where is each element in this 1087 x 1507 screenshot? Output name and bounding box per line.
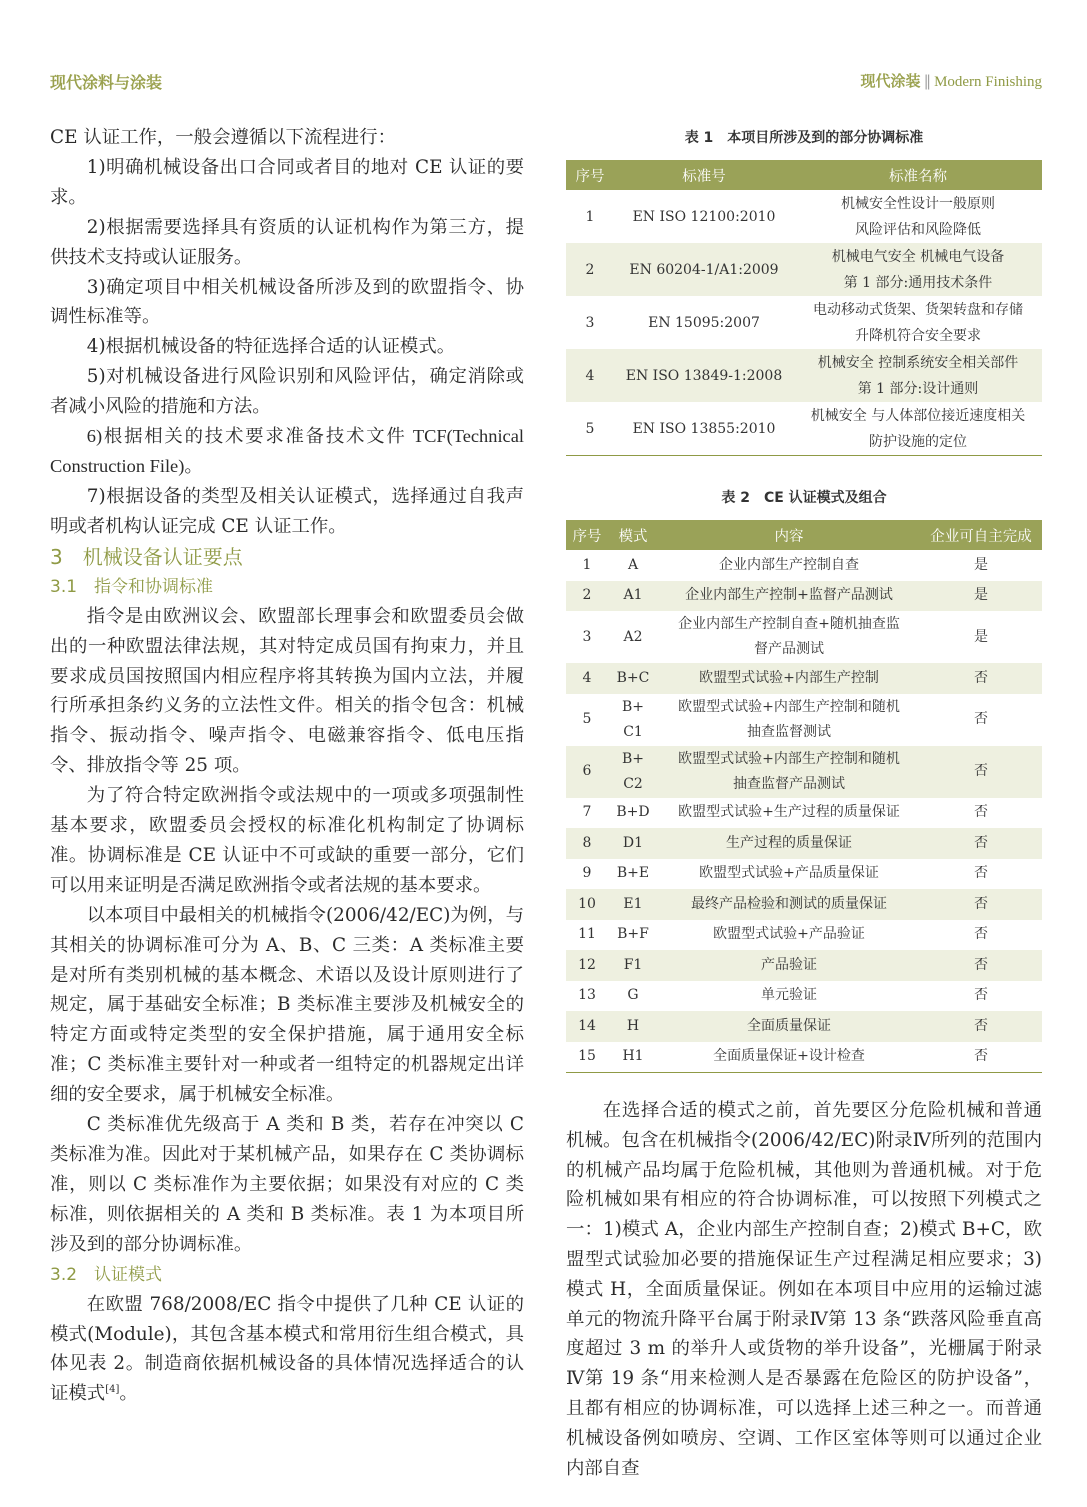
paragraph: 在选择合适的模式之前，首先要区分危险机械和普通机械。包含在机械指令(2006/42/EC)附录Ⅳ所列的范围内的机械产品均属于危险机械，其他则为普通机械。对于危险机械如果有相应的符合协调标准，可以按照下列模式之一：1)模式 A，企业内部生产控制自查；2)模式 B+C，欧盟型式试验加必要的措施保证生产过程满足相应要求；3)模式 H，全面质量保证。例如在本项目中应用的运输过滤单元的物流升降平台属于附录Ⅳ第 13 条“跌落风险垂直高度超过 3 m 的举升人或货物的举升设备”，光栅属于附录Ⅳ第 19 条“用来检测人是否暴露在危险区的防护设备”，且都有相应的协调标准，可以选择上述三种之一。而普通机械设备例如喷房、空调、工作区室体等则可以通过企业内部自查 xyxy=(566,1100,1042,1479)
table-row xyxy=(566,550,1042,581)
cell-self: 否 xyxy=(974,987,988,1004)
paragraph: C 类标准优先级高于 A 类和 B 类，若存在冲突以 C 类标准为准。因此对于某机械产品，如果存在 C 类协调标准，则以 C 类标准作为主要依据；如果没有对应的 C 类标准，则依据相关的 A 类和 B 类标准。表 1 为本项目所涉及到的部分协调标准。 xyxy=(50,1114,524,1255)
column-header: 内容 xyxy=(658,520,920,550)
cell-self: 是 xyxy=(974,556,988,573)
cell-mode-line: B+C xyxy=(616,669,650,686)
list-item: 6)根据相关的技术要求准备技术文件 TCF(Technical Construction File)。 xyxy=(50,426,524,476)
cell-mode-line: F1 xyxy=(623,956,643,973)
paragraph: CE 认证工作，一般会遵循以下流程进行： xyxy=(50,127,396,148)
cell-content-line: 欧盟型式试验+产品验证 xyxy=(713,926,865,943)
paragraph: 为了符合特定欧洲指令或法规中的一项或多项强制性基本要求，欧盟委员会授权的标准化机构制定了协调标准。协调标准是 CE 认证中不可或缺的重要一部分，它们可以用来证明是否满足欧洲指令或者法规的基本要求。 xyxy=(50,785,524,896)
cell-no: 10 xyxy=(566,889,608,920)
section-heading: 3 机械设备认证要点 xyxy=(50,544,243,569)
brand-separator: ‖ xyxy=(923,72,932,90)
cell-content-line: 企业内部生产控制自查 xyxy=(719,556,859,573)
column-header: 标准号 xyxy=(614,160,794,190)
cell-content-line: 全面质量保证 xyxy=(747,1017,831,1034)
cell-no: 11 xyxy=(578,926,596,943)
cell-content xyxy=(658,920,920,951)
cell-no: 2 xyxy=(566,243,614,296)
cell-mode-line: C1 xyxy=(623,723,643,740)
paragraph-end: 。 xyxy=(119,1383,138,1405)
cell-no: 4 xyxy=(566,349,614,402)
table-row xyxy=(566,402,1042,456)
cell-mode xyxy=(608,1042,658,1073)
cell-self: 否 xyxy=(920,950,1042,981)
cell-content xyxy=(658,859,920,890)
list-item: 4)根据机械设备的特征选择合适的认证模式。 xyxy=(86,336,456,358)
paragraph: 指令是由欧洲议会、欧盟部长理事会和欧盟委员会做出的一种欧盟法律法规，其对特定成员国有拘束力，并且要求成员国按照国内相应程序将其转换为国内立法，并履行所承担条约义务的立法性文件。相关的指令包含：机械指令、振动指令、噪声指令、电磁兼容指令、低电压指令、排放指令等 25 项。 xyxy=(50,605,524,777)
cell-mode-line: H xyxy=(626,1017,640,1034)
cell-mode xyxy=(608,950,658,981)
cell-mode-line: A1 xyxy=(623,587,643,604)
cell-code: EN ISO 13849-1:2008 xyxy=(614,349,794,402)
cell-no: 5 xyxy=(582,711,592,727)
cell-self: 否 xyxy=(920,889,1042,920)
cell-name-line: 机械安全 与人体部位接近速度相关 xyxy=(810,407,1026,424)
paragraph xyxy=(50,1290,524,1410)
cell-content xyxy=(658,889,920,920)
cell-self: 否 xyxy=(974,926,988,943)
table2 xyxy=(566,520,1042,1073)
subsection-heading: 3.1 指令和协调标准 xyxy=(50,576,214,597)
table-row xyxy=(566,611,1042,663)
cell-content xyxy=(658,611,920,663)
cell-mode-line: B+E xyxy=(616,865,650,882)
journal-name: 现代涂料与涂装 xyxy=(50,73,163,92)
table-row xyxy=(566,581,1042,612)
cell-self: 否 xyxy=(920,663,1042,694)
column-header: 序号 xyxy=(566,520,608,550)
table-row xyxy=(566,190,1042,243)
table-row xyxy=(566,920,1042,951)
cell-mode-line: E1 xyxy=(623,895,643,912)
cell-self: 否 xyxy=(920,1011,1042,1042)
cell-content-line: 抽查监督测试 xyxy=(747,723,831,740)
cell-mode-line: G xyxy=(627,987,639,1004)
cell-name-line: 机械安全性设计一般原则 xyxy=(841,195,995,212)
paragraph-text: 在欧盟 768/2008/EC 指令中提供了几种 CE 认证的模式(Module)，其包含基本模式和常用衍生组合模式，具体见表 2。制造商依据机械设备的具体情况选择适合的认证模式 xyxy=(50,1293,524,1405)
citation-ref: [4] xyxy=(105,1384,120,1396)
cell-content-line: 生产过程的质量保证 xyxy=(726,834,852,851)
cell-content-line: 最终产品检验和测试的质量保证 xyxy=(691,895,887,912)
cell-self: 否 xyxy=(974,804,988,821)
cell-mode-line: A xyxy=(627,556,639,573)
table-row xyxy=(566,1042,1042,1073)
cell-no: 5 xyxy=(585,420,595,437)
right-body-text xyxy=(566,1096,1042,1483)
cell-mode xyxy=(608,694,658,746)
cell-no: 4 xyxy=(566,663,608,694)
table2-caption: 表 2 CE 认证模式及组合 xyxy=(721,490,887,506)
cell-name-line: 风险评估和风险降低 xyxy=(855,221,981,238)
cell-content-line: 欧盟型式试验+生产过程的质量保证 xyxy=(678,804,900,821)
cell-no: 8 xyxy=(566,828,608,859)
cell-mode xyxy=(608,920,658,951)
cell-mode-line: B+D xyxy=(616,804,650,821)
cell-no: 1 xyxy=(582,556,592,573)
cell-content xyxy=(658,663,920,694)
cell-code: EN ISO 13855:2010 xyxy=(632,420,776,437)
cell-mode-line: A2 xyxy=(623,628,643,645)
cell-content xyxy=(658,1011,920,1042)
cell-code: EN ISO 12100:2010 xyxy=(632,208,776,225)
cell-no: 3 xyxy=(582,628,592,645)
cell-name-line: 防护设施的定位 xyxy=(869,433,967,450)
cell-content xyxy=(658,981,920,1012)
list-item: 1)明确机械设备出口合同或者目的地对 CE 认证的要求。 xyxy=(50,156,524,208)
table-row xyxy=(566,349,1042,402)
list-item: 3)确定项目中相关机械设备所涉及到的欧盟指令、协调性标准等。 xyxy=(50,276,524,328)
left-column xyxy=(50,123,524,1409)
cell-content-line: 企业内部生产控制+监督产品测试 xyxy=(685,587,893,604)
cell-content-line: 欧盟型式试验+内部生产控制 xyxy=(699,669,879,686)
cell-name xyxy=(794,243,1042,296)
cell-content xyxy=(658,581,920,612)
cell-name xyxy=(794,190,1042,243)
cell-content xyxy=(658,950,920,981)
cell-code: EN 15095:2007 xyxy=(648,314,760,331)
cell-mode-line: C2 xyxy=(623,775,643,792)
cell-mode-line: B+ xyxy=(621,698,645,715)
cell-name-line: 第 1 部分:设计通则 xyxy=(857,380,979,397)
list-item: 7)根据设备的类型及相关认证模式，选择通过自我声明或者机构认证完成 CE 认证工作。 xyxy=(50,485,524,537)
table-row xyxy=(566,243,1042,296)
table-row xyxy=(566,1011,1042,1042)
cell-content-line: 欧盟型式试验+内部生产控制和随机 xyxy=(678,698,900,715)
cell-mode xyxy=(608,663,658,694)
cell-no: 14 xyxy=(566,1011,608,1042)
brand-cn: 现代涂装 xyxy=(860,72,921,90)
cell-name-line: 第 1 部分:通用技术条件 xyxy=(843,274,993,291)
cell-mode xyxy=(608,798,658,829)
cell-no: 2 xyxy=(566,581,608,612)
cell-content-line: 企业内部生产控制自查+随机抽查监 xyxy=(678,616,900,632)
cell-name xyxy=(794,349,1042,402)
cell-no: 3 xyxy=(585,314,595,331)
cell-mode xyxy=(608,981,658,1012)
cell-content xyxy=(658,694,920,746)
cell-name-line: 电动移动式货架、货架转盘和存储 xyxy=(813,301,1023,318)
cell-content-line: 欧盟型式试验+内部生产控制和随机 xyxy=(678,750,900,767)
paragraph: 以本项目中最相关的机械指令(2006/42/EC)为例，与其相关的协调标准可分为 A、B、C 三类：A 类标准主要是对所有类别机械的基本概念、术语以及设计原则进行了规定，属于基础安全标准；B 类标准主要涉及机械安全的特定方面或特定类型的安全保护措施，属于通用安全标准；C 类标准主要针对一种或者一组特定的机器规定出详细的安全要求，属于机械安全标准。 xyxy=(50,904,524,1106)
cell-name xyxy=(794,402,1042,456)
cell-name xyxy=(794,296,1042,349)
cell-content-line: 督产品测试 xyxy=(754,641,824,657)
cell-content xyxy=(658,550,920,581)
cell-name-line: 机械电气安全 机械电气设备 xyxy=(831,248,1005,265)
cell-content xyxy=(658,828,920,859)
table-header-row xyxy=(566,520,1042,550)
cell-self: 是 xyxy=(920,581,1042,612)
table-row xyxy=(566,950,1042,981)
cell-self: 否 xyxy=(974,711,988,727)
table-row xyxy=(566,296,1042,349)
table-row xyxy=(566,798,1042,829)
cell-mode xyxy=(608,859,658,890)
cell-mode xyxy=(608,746,658,798)
table-row xyxy=(566,694,1042,746)
column-header: 标准名称 xyxy=(794,160,1042,190)
cell-no: 12 xyxy=(566,950,608,981)
cell-no: 7 xyxy=(582,804,592,821)
table-header-row xyxy=(566,160,1042,190)
cell-mode-line: D1 xyxy=(622,834,644,851)
column-header: 模式 xyxy=(608,520,658,550)
cell-content xyxy=(658,798,920,829)
cell-self: 否 xyxy=(974,1048,988,1065)
table1-caption: 表 1 本项目所涉及到的部分协调标准 xyxy=(684,130,924,146)
table-row xyxy=(566,889,1042,920)
table-row xyxy=(566,981,1042,1012)
page-header xyxy=(50,70,1042,94)
cell-mode xyxy=(608,611,658,663)
cell-self: 否 xyxy=(920,746,1042,798)
table-row xyxy=(566,663,1042,694)
column-header: 序号 xyxy=(566,160,614,190)
brand-en: Modern Finishing xyxy=(934,74,1042,90)
cell-no: 15 xyxy=(578,1048,596,1065)
cell-content xyxy=(658,746,920,798)
table-row xyxy=(566,828,1042,859)
table-row xyxy=(566,859,1042,890)
cell-mode-line: H1 xyxy=(622,1048,644,1065)
cell-no: 9 xyxy=(582,865,592,882)
subsection-heading: 3.2 认证模式 xyxy=(50,1264,163,1285)
cell-self: 否 xyxy=(974,865,988,882)
cell-mode xyxy=(608,581,658,612)
cell-content xyxy=(658,1042,920,1073)
cell-content-line: 抽查监督产品测试 xyxy=(733,775,845,792)
cell-no: 1 xyxy=(585,208,595,225)
cell-content-line: 产品验证 xyxy=(761,956,817,973)
journal-brand xyxy=(861,70,1042,91)
cell-name-line: 机械安全 控制系统安全相关部件 xyxy=(817,354,1019,371)
cell-mode xyxy=(608,889,658,920)
list-item: 5)对机械设备进行风险识别和风险评估，确定消除或者减小风险的措施和方法。 xyxy=(50,366,524,418)
cell-mode-line: B+F xyxy=(617,926,649,943)
cell-mode-line: B+ xyxy=(621,750,645,767)
cell-code: EN 60204-1/A1:2009 xyxy=(614,243,794,296)
cell-content-line: 单元验证 xyxy=(761,987,817,1004)
cell-mode xyxy=(608,828,658,859)
cell-content-line: 欧盟型式试验+产品质量保证 xyxy=(699,865,879,882)
cell-self: 否 xyxy=(920,828,1042,859)
cell-mode xyxy=(608,550,658,581)
column-header: 企业可自主完成 xyxy=(920,520,1042,550)
cell-self: 是 xyxy=(974,628,988,645)
cell-mode xyxy=(608,1011,658,1042)
list-item: 2)根据需要选择具有资质的认证机构作为第三方，提供技术支持或认证服务。 xyxy=(50,216,524,268)
cell-no: 13 xyxy=(578,987,596,1004)
cell-name-line: 升降机符合安全要求 xyxy=(855,327,981,344)
table-row xyxy=(566,746,1042,798)
table1 xyxy=(566,160,1042,456)
cell-no: 6 xyxy=(566,746,608,798)
cell-content-line: 全面质量保证+设计检查 xyxy=(713,1048,865,1065)
